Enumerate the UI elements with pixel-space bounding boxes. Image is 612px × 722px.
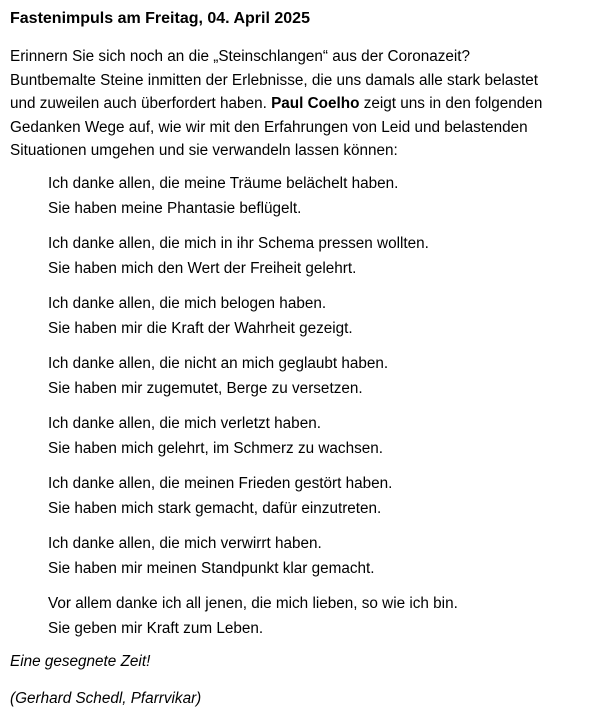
poem-line: Vor allem danke ich all jenen, die mich lieben, so wie ich bin.: [48, 594, 458, 612]
poem-line: Ich danke allen, die mich verwirrt haben.: [48, 534, 322, 552]
poem-line: Sie haben mir zugemutet, Berge zu versetzen.: [48, 379, 363, 397]
poem-stanza: [48, 171, 604, 221]
intro-line-text: und zuweilen auch überfordert haben.: [10, 95, 267, 113]
poem-line: Sie geben mir Kraft zum Leben.: [48, 619, 264, 637]
poem-line: Sie haben mir meinen Standpunkt klar gemacht.: [48, 559, 375, 577]
poem-line: Ich danke allen, die nicht an mich geglaubt haben.: [48, 354, 389, 372]
poem-line: Ich danke allen, die meinen Frieden gestört haben.: [48, 474, 393, 492]
poem-stanza: [48, 231, 604, 281]
poem-line: Sie haben mich gelehrt, im Schmerz zu wachsen.: [48, 439, 383, 457]
intro-line: Gedanken Wege auf, wie wir mit den Erfahrungen von Leid und belastenden: [10, 118, 528, 136]
poem: [48, 171, 604, 641]
intro-paragraph: [10, 45, 604, 163]
poem-stanza: [48, 351, 604, 401]
closing-blessing: Eine gesegnete Zeit!: [10, 652, 151, 670]
signature: (Gerhard Schedl, Pfarrvikar): [10, 689, 202, 707]
poem-stanza: [48, 291, 604, 341]
intro-line: Situationen umgehen und sie verwandeln lassen können:: [10, 142, 398, 160]
poem-line: Sie haben mich den Wert der Freiheit gelehrt.: [48, 259, 357, 277]
poem-line: Ich danke allen, die mich verletzt haben.: [48, 414, 321, 432]
poem-stanza: [48, 591, 604, 641]
poem-line: Ich danke allen, die mich in ihr Schema pressen wollten.: [48, 234, 429, 252]
intro-line: [10, 92, 604, 116]
poem-line: Sie haben meine Phantasie beflügelt.: [48, 199, 302, 217]
document-title: Fastenimpuls am Freitag, 04. April 2025: [10, 10, 310, 27]
intro-line: Buntbemalte Steine inmitten der Erlebnisse, die uns damals alle stark belastet: [10, 71, 539, 89]
intro-line-text: zeigt uns in den folgenden: [363, 95, 543, 113]
poem-stanza: [48, 471, 604, 521]
poem-stanza: [48, 531, 604, 581]
author-name: Paul Coelho: [271, 95, 360, 113]
intro-line: Erinnern Sie sich noch an die „Steinschlangen“ aus der Coronazeit?: [10, 48, 471, 65]
poem-line: Ich danke allen, die mich belogen haben.: [48, 294, 327, 312]
poem-line: Sie haben mich stark gemacht, dafür einzutreten.: [48, 499, 382, 517]
poem-stanza: [48, 411, 604, 461]
poem-line: Ich danke allen, die meine Träume belächelt haben.: [48, 174, 399, 192]
poem-line: Sie haben mir die Kraft der Wahrheit gezeigt.: [48, 319, 353, 337]
